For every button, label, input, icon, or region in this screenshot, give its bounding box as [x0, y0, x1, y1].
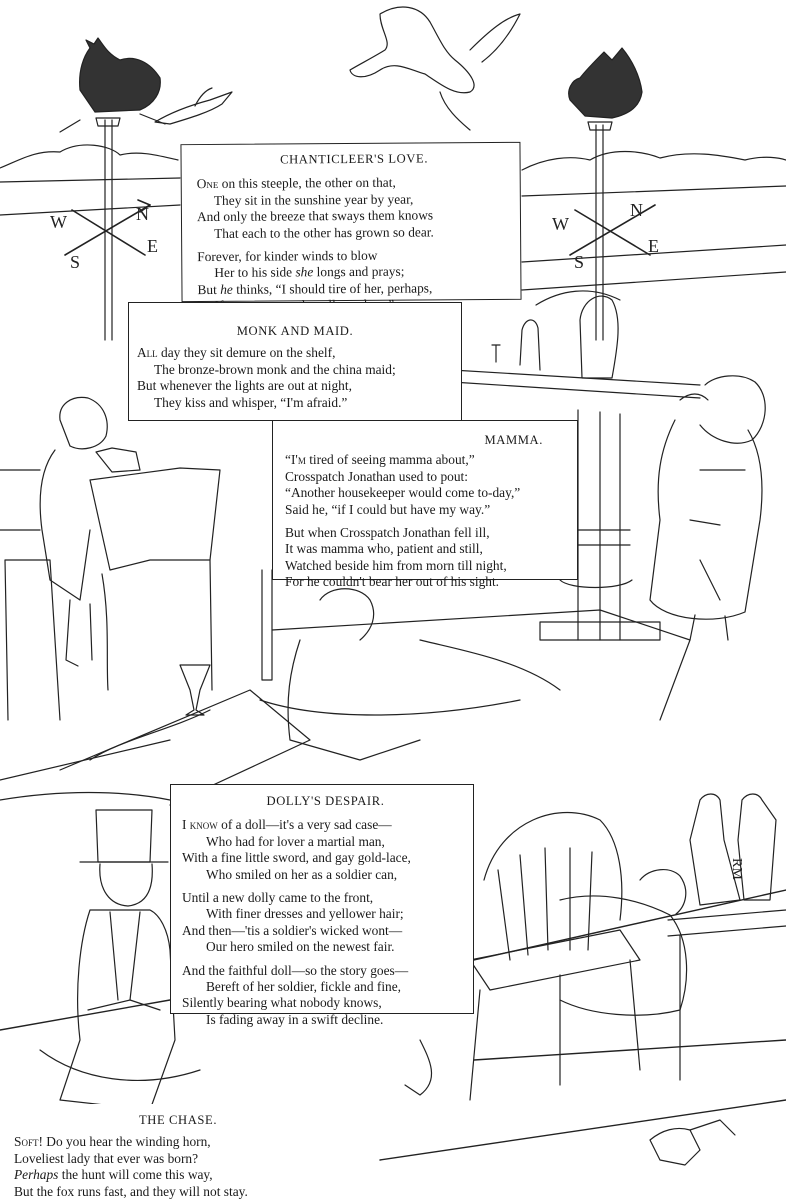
verse-line: With finer dresses and yellower hair;	[206, 906, 404, 922]
table-right	[668, 910, 786, 1080]
dollys-despair-panel	[170, 784, 474, 1027]
stanza	[137, 345, 453, 411]
dove-icon	[350, 7, 474, 93]
dollys-despair-title: DOLLY'S DESPAIR.	[266, 794, 385, 808]
the-chase-panel	[6, 1104, 346, 1200]
line-text: tired of seeing mamma about,”	[305, 452, 475, 468]
drop-word: I know	[182, 817, 218, 833]
compass-w-label: W	[50, 212, 67, 232]
emphasis: he	[220, 281, 233, 297]
verse-line: The bronze-brown monk and the china maid;	[154, 361, 396, 377]
wine-glass	[180, 665, 210, 715]
verse-line: Who had for lover a martial man,	[206, 833, 385, 849]
boy-drinking	[0, 397, 220, 720]
line-text: longs and prays;	[313, 264, 405, 280]
drop-word: One	[196, 176, 219, 192]
verse-line: It was mamma who, patient and still,	[285, 541, 483, 557]
verse-line: Is fading away in a swift decline.	[206, 1011, 384, 1027]
stanza	[182, 817, 469, 883]
girl-reaching	[650, 376, 765, 640]
line-text: day they sit demure on the shelf,	[157, 345, 336, 361]
verse-line: They kiss and whisper, “I'm afraid.”	[154, 394, 348, 410]
stanza	[285, 525, 571, 591]
monk-and-maid-panel	[128, 302, 462, 421]
drop-word: All	[137, 345, 158, 361]
line-text: of a doll—it's a very sad case—	[217, 817, 392, 833]
compass-s-label-right: S	[574, 252, 585, 272]
verse-line	[182, 817, 469, 833]
verse-line: And then—'tis a soldier's wicked wont—	[182, 922, 403, 938]
drop-word: m	[297, 452, 306, 468]
right-weathervane	[552, 200, 659, 272]
stanza	[182, 963, 469, 1029]
chanticleers-love-panel	[180, 142, 521, 302]
verse-line	[14, 1167, 346, 1183]
line-text: on this steeple, the other on that,	[218, 175, 396, 192]
emphasis: she	[295, 264, 314, 280]
verse-line	[137, 345, 453, 361]
verse-line: Silently bearing what nobody knows,	[182, 995, 382, 1011]
the-chase-title: THE CHASE.	[139, 1113, 218, 1127]
line-text: Her to his side	[214, 264, 296, 281]
verse-line: That each to the other has grown so dear.	[214, 224, 434, 241]
stanza	[182, 890, 469, 956]
verse-line: Bereft of her soldier, fickle and fine,	[206, 979, 402, 995]
compass-n-label: N	[136, 204, 149, 224]
verse-line: Who smiled on her as a soldier can,	[206, 866, 398, 882]
verse-line: With a fine little sword, and gay gold-lace,	[182, 850, 411, 866]
monk-and-maid-title: MONK AND MAID.	[236, 324, 354, 338]
drop-word: Soft!	[14, 1134, 43, 1150]
verse-line: And the faithful doll—so the story goes—	[182, 962, 409, 978]
verse-line: But when Crosspatch Jonathan fell ill,	[285, 525, 490, 541]
swallow-icon	[155, 92, 232, 124]
verse-line: But the fox runs fast, and they will not stay.	[14, 1183, 248, 1199]
verse-line	[14, 1134, 346, 1150]
fallen-doll	[650, 1120, 735, 1165]
verse-line	[285, 452, 571, 468]
open-quote: “I'	[285, 452, 298, 468]
verse-line: “Another housekeeper would come to-day,”	[285, 485, 521, 501]
mamma-panel	[272, 420, 578, 590]
mamma-title: MAMMA.	[484, 433, 543, 447]
verse-line: But whenever the lights are out at night,	[137, 378, 352, 394]
compass-e-label-right: E	[648, 236, 659, 256]
compass-n-label-right: N	[630, 200, 643, 220]
verse-line: Said he, “if I could but have my way.”	[285, 501, 491, 517]
rooster-icon	[80, 38, 161, 112]
verse-line: For he couldn't bear her out of his sight.	[285, 574, 500, 590]
windsor-chair	[470, 813, 640, 1101]
verse-line: Forever, for kinder winds to blow	[197, 247, 378, 265]
hen-icon	[569, 48, 642, 118]
line-text: the hunt will come this way,	[58, 1167, 213, 1183]
line-text: Do you hear the winding horn,	[42, 1134, 211, 1150]
verse-line: Loveliest lady that ever was born?	[14, 1150, 199, 1166]
emphasis: Perhaps	[14, 1167, 59, 1183]
compass-s-label: S	[70, 252, 81, 272]
verse-line: Until a new dolly came to the front,	[182, 890, 374, 906]
verse-line: Crosspatch Jonathan used to pout:	[285, 468, 468, 484]
compass-w-label-right: W	[552, 214, 569, 234]
stanza	[197, 174, 512, 242]
verse-line: They sit in the sunshine year by year,	[213, 191, 414, 208]
line-text: thinks, “I should tire of her, perhaps,	[232, 280, 433, 297]
left-steeple	[60, 38, 165, 340]
compass-e-label: E	[147, 236, 158, 256]
verse-line: Watched beside him from morn till night,	[285, 557, 507, 573]
verse-line: And only the breeze that sways them knows	[196, 207, 434, 225]
verse-line: Our hero smiled on the newest fair.	[206, 939, 395, 955]
boy-on-bed	[260, 570, 690, 760]
stanza	[285, 452, 571, 518]
line-text: But	[197, 281, 221, 297]
artist-monogram: RM	[729, 858, 744, 880]
flying-birds	[155, 7, 520, 130]
chanticleers-love-title: CHANTICLEER'S LOVE.	[280, 151, 429, 167]
